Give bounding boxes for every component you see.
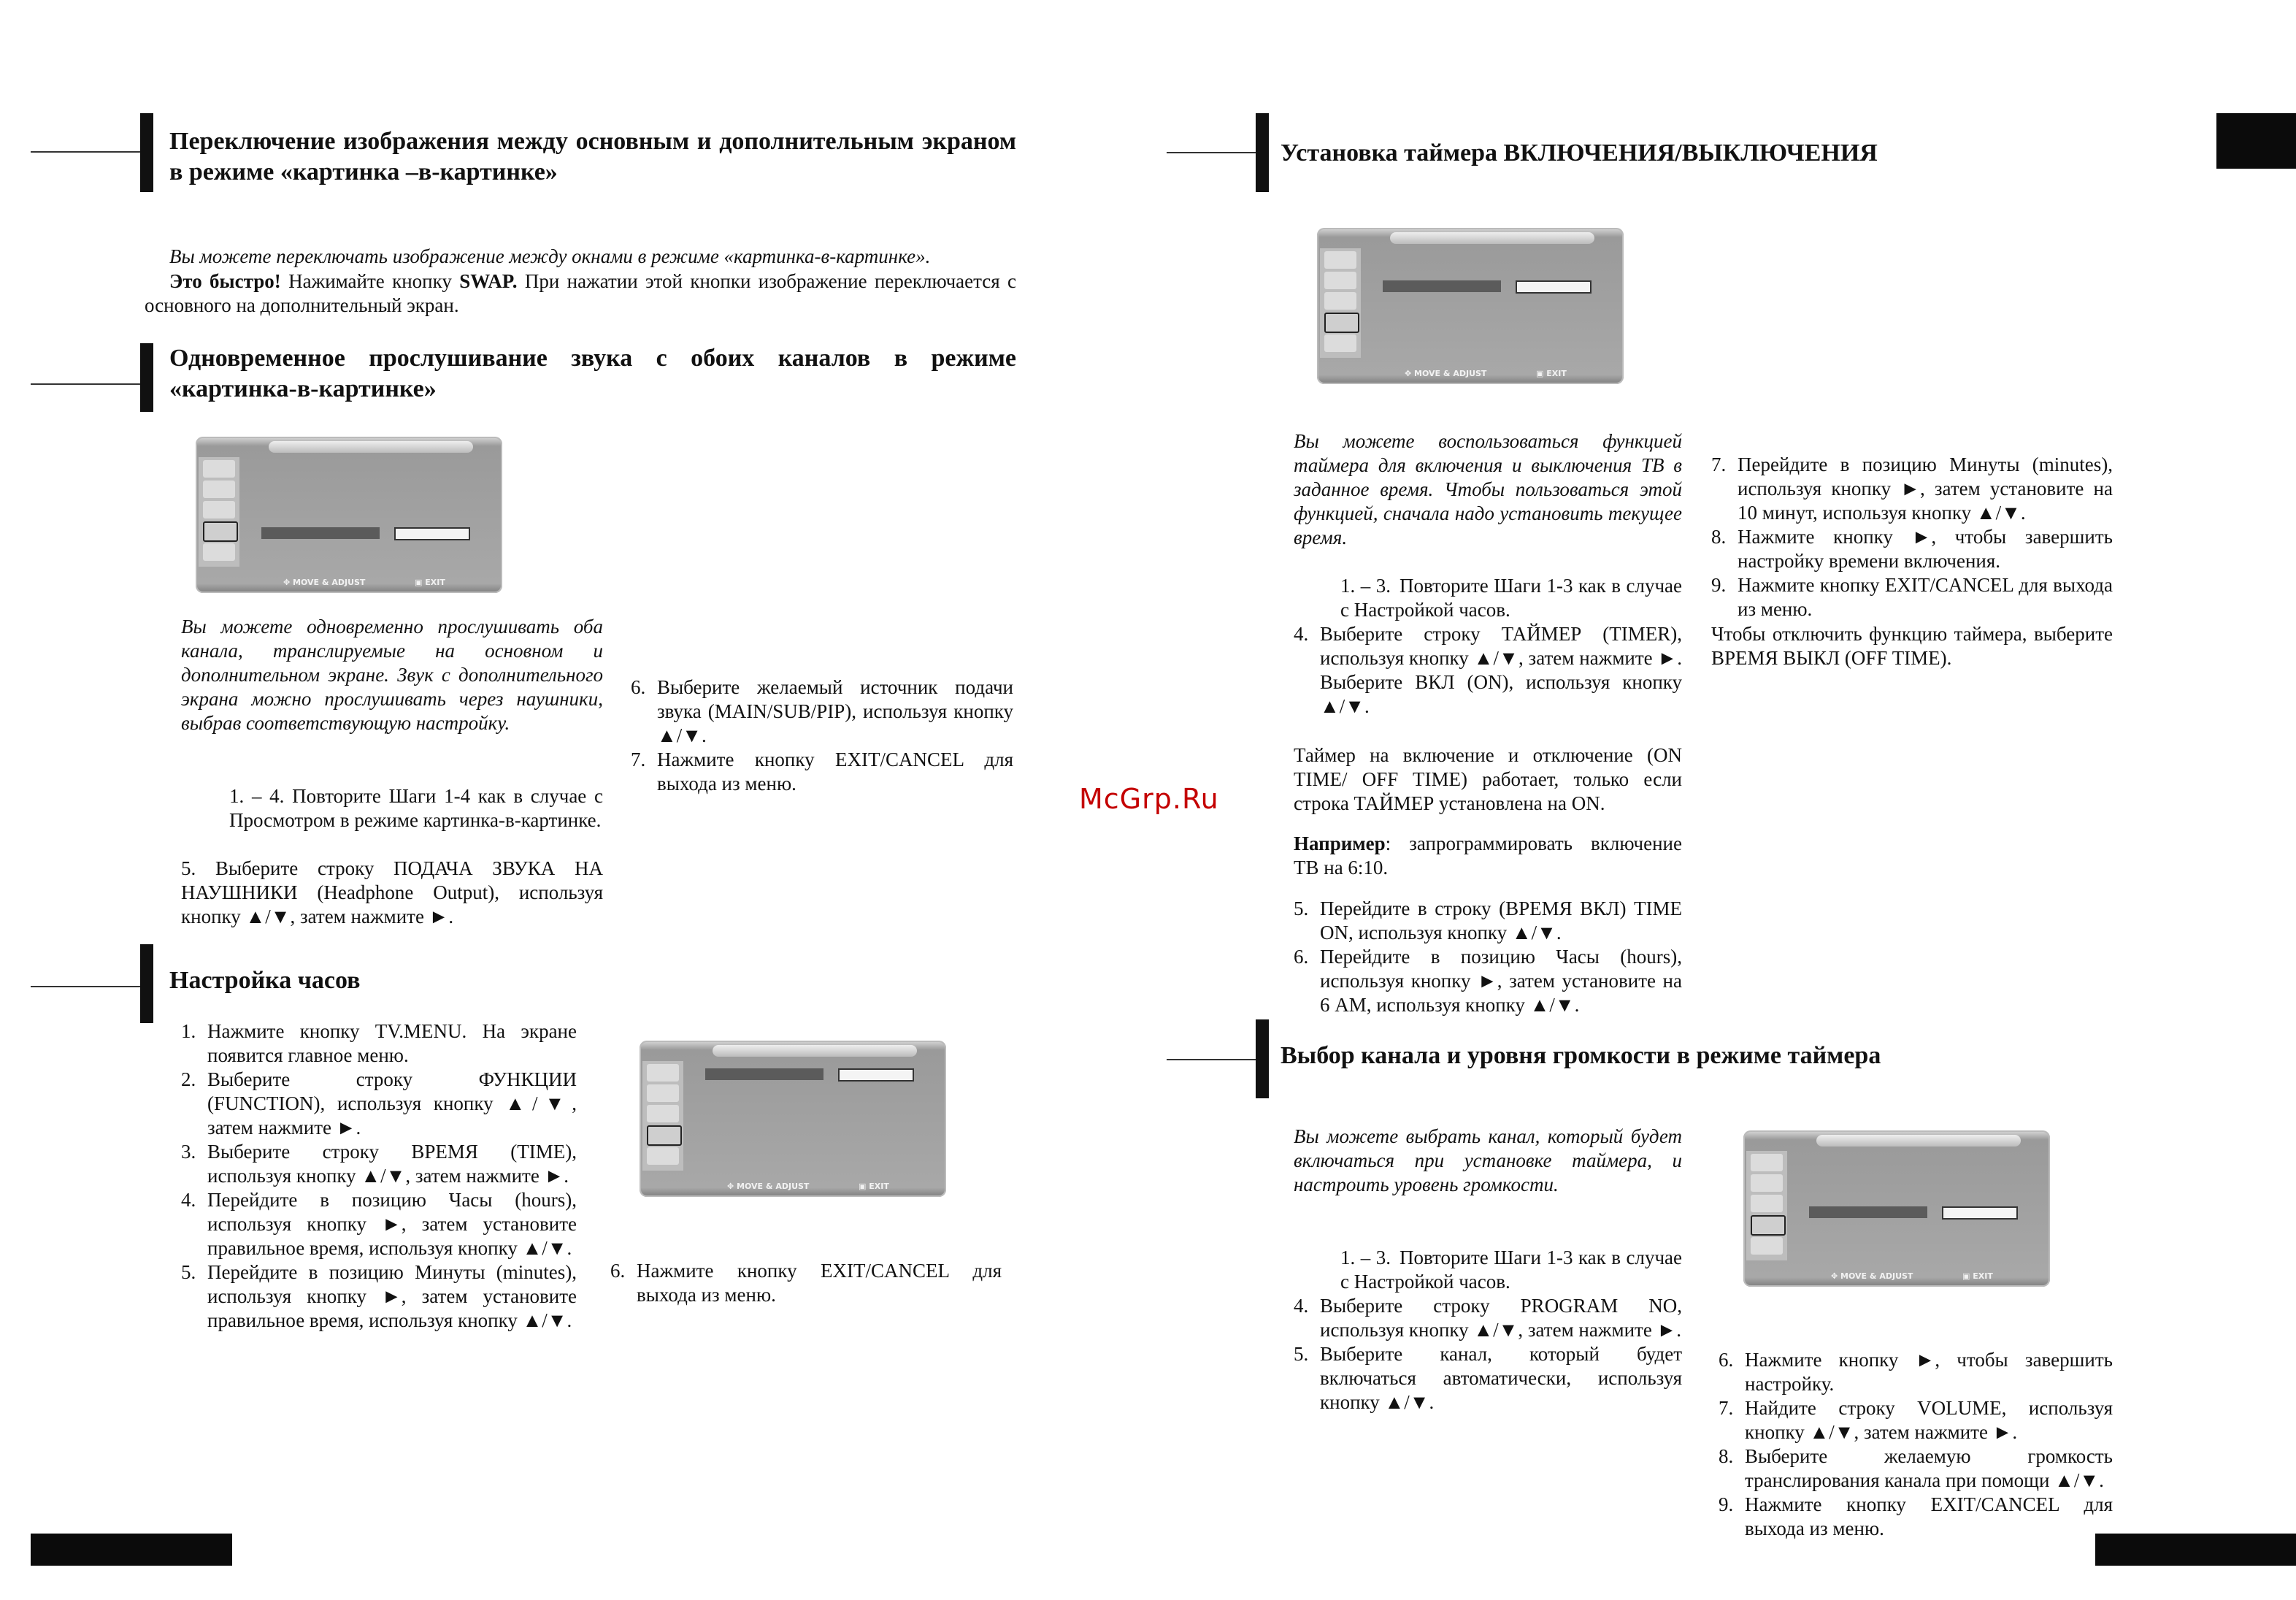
step-text: Выберите строку ФУНКЦИИ (FUNCTION), используя кнопку ▲/▼, затем нажмите ►. — [207, 1068, 577, 1138]
menu-title-bar — [713, 1045, 917, 1057]
step-text: Выберите строку ВРЕМЯ (TIME), используя кнопку ▲/▼, затем нажмите ►. — [207, 1141, 577, 1187]
menu-sidebar — [1746, 1151, 1787, 1260]
step-number: 1. – 3. — [1340, 1247, 1391, 1268]
step-text: Нажмите кнопку TV.MENU. На экране появится главное меню. — [207, 1020, 577, 1066]
timer-icon — [1324, 334, 1356, 352]
exit-hint: ▣ EXIT — [859, 1182, 889, 1191]
header-rule — [31, 383, 140, 385]
page-footer-tab — [31, 1534, 232, 1566]
clock-step-6 — [610, 1259, 1002, 1307]
exit-hint: ▣ EXIT — [415, 578, 445, 587]
step-number: 3. — [181, 1141, 196, 1163]
section-marker — [140, 944, 153, 1023]
channel-icon — [647, 1105, 679, 1122]
section-marker — [1256, 1019, 1269, 1098]
watermark: McGrp.Ru — [1079, 783, 1219, 815]
tv-menu-screenshot — [196, 437, 502, 593]
page-corner-tab — [2216, 113, 2296, 169]
section-title-timer: Установка таймера ВКЛЮЧЕНИЯ/ВЫКЛЮЧЕНИЯ — [1281, 139, 1878, 166]
menu-value-box — [1942, 1206, 2018, 1220]
step-number: 9. — [1711, 574, 1727, 596]
menu-row-selected — [1383, 280, 1501, 292]
step-number: 6. — [1294, 946, 1309, 968]
picture-icon — [1751, 1154, 1783, 1171]
step-number: 8. — [1711, 526, 1727, 548]
step-text: Перейдите в позицию Часы (hours), используя кнопку ►, затем установите на 6 AM, используя кнопку ▲/▼. — [1320, 946, 1682, 1016]
tv-menu-screenshot — [1743, 1130, 2050, 1287]
step-text: Выберите желаемую громкость транслирования канала при помощи ▲/▼. — [1745, 1445, 2113, 1491]
step-item — [1294, 1246, 1682, 1294]
step-number: 6. — [1719, 1349, 1734, 1371]
header-rule — [31, 986, 140, 987]
step-text: Нажмите кнопку EXIT/CANCEL для выхода из меню. — [1738, 574, 2113, 620]
menu-row-selected — [705, 1068, 823, 1080]
menu-sidebar — [1320, 248, 1361, 358]
step-item — [1711, 453, 2113, 525]
step-number: 6. — [610, 1260, 626, 1282]
section-title-clock: Настройка часов — [169, 967, 361, 994]
dual-sound-steps-right — [631, 675, 1013, 796]
timer-channel-intro: Вы можете выбрать канал, который будет включаться при установке таймера, и настроить уровень громкости. — [1294, 1125, 1682, 1195]
function-icon — [1324, 313, 1359, 333]
step-item — [1711, 573, 2113, 621]
swap-key: SWAP. — [459, 270, 518, 292]
swap-tip — [145, 269, 1016, 318]
step-number: 8. — [1719, 1445, 1734, 1467]
timer-off-note: Чтобы отключить функцию таймера, выберите ВРЕМЯ ВЫКЛ (OFF TIME). — [1711, 623, 2113, 669]
sound-icon — [203, 481, 235, 498]
step-number: 1. – 3. — [1340, 575, 1391, 597]
timer-intro: Вы можете воспользоваться функцией таймера для включения и выключения ТВ в заданное время. Чтобы пользоваться этой функцией, сначала надо установить текущее время. — [1294, 430, 1682, 548]
step-item — [1294, 897, 1682, 945]
menu-sidebar — [642, 1061, 683, 1171]
step-number: 7. — [1719, 1397, 1734, 1419]
step-item — [1294, 574, 1682, 622]
section-title-swap: Переключение изображения между основным и дополнительным экраном в режиме «картинка –в-картинке» — [169, 128, 1016, 185]
section-title-timer-channel: Выбор канала и уровня громкости в режиме таймера — [1281, 1042, 1881, 1069]
section-marker — [1256, 113, 1269, 192]
step-item — [1719, 1444, 2113, 1493]
channel-icon — [203, 501, 235, 518]
step-item — [181, 1019, 577, 1068]
step-text: Перейдите в позицию Часы (hours), используя кнопку ►, затем установите правильное время, используя кнопку ▲/▼. — [207, 1189, 577, 1259]
step-text: Повторите Шаги 1-4 как в случае с Просмотром в режиме картинка-в-картинке. — [229, 785, 603, 831]
tv-menu-screenshot — [1317, 228, 1624, 384]
step-item — [181, 1068, 577, 1140]
step-text: Выберите желаемый источник подачи звука (MAIN/SUB/PIP), используя кнопку ▲/▼. — [657, 676, 1013, 746]
menu-row-selected — [1809, 1206, 1927, 1218]
step-text: Повторите Шаги 1-3 как в случае с Настройкой часов. — [1340, 1247, 1682, 1293]
step-text: Перейдите в позицию Минуты (minutes), используя кнопку ►, затем установите на 10 минут, используя кнопку ▲/▼. — [1738, 453, 2113, 524]
timer-icon — [647, 1147, 679, 1165]
step-number: 6. — [631, 676, 646, 698]
step-number: 4. — [1294, 623, 1309, 645]
step-number: 1. — [181, 1020, 196, 1042]
section-marker — [140, 113, 153, 192]
step-item — [1719, 1348, 2113, 1396]
step-text: Нажмите кнопку EXIT/CANCEL для выхода из меню. — [1745, 1493, 2113, 1539]
step-text: Перейдите в позицию Минуты (minutes), используя кнопку ►, затем установите правильное время, используя кнопку ▲/▼. — [207, 1261, 577, 1331]
step-text: Повторите Шаги 1-3 как в случае с Настройкой часов. — [1340, 575, 1682, 621]
step-number: 5. — [1294, 1343, 1309, 1365]
menu-title-bar — [1816, 1135, 2021, 1147]
step-text: Найдите строку VOLUME, используя кнопку ▲/▼, затем нажмите ►. — [1745, 1397, 2113, 1443]
exit-hint: ▣ EXIT — [1536, 369, 1567, 378]
step-number: 7. — [631, 749, 646, 770]
example-label: Например — [1294, 832, 1386, 854]
step-item — [1294, 1294, 1682, 1342]
move-adjust-hint: ✥ MOVE & ADJUST — [1405, 369, 1487, 378]
step-text: Нажмите кнопку ►, чтобы завершить настройку времени включения. — [1738, 526, 2113, 572]
move-adjust-hint: ✥ MOVE & ADJUST — [1831, 1271, 1913, 1281]
step-text: Выберите строку PROGRAM NO, используя кнопку ▲/▼, затем нажмите ►. — [1320, 1295, 1682, 1341]
menu-value-box — [1516, 280, 1592, 294]
tip-text: Нажимайте кнопку — [280, 270, 460, 292]
function-icon — [647, 1125, 682, 1146]
header-rule — [31, 151, 140, 153]
swap-intro: Вы можете переключать изображение между окнами в режиме «картинка-в-картинке». — [169, 245, 931, 267]
step-item — [1719, 1493, 2113, 1541]
step-item — [1711, 525, 2113, 573]
tip-rest: При нажатии этой кнопки изображение переключается с основного на дополнительный экран. — [145, 270, 1016, 316]
picture-icon — [647, 1064, 679, 1082]
step-5: 5. Выберите строку ПОДАЧА ЗВУКА НА НАУШНИКИ (Headphone Output), используя кнопку ▲/▼, затем нажмите ►. — [181, 857, 603, 927]
section-marker — [140, 343, 153, 412]
channel-icon — [1324, 292, 1356, 310]
channel-steps-b — [1719, 1348, 2113, 1541]
example-text: : запрограммировать включение ТВ на 6:10. — [1294, 832, 1682, 879]
menu-title-bar — [269, 441, 473, 453]
sound-icon — [1751, 1174, 1783, 1192]
sound-icon — [647, 1084, 679, 1102]
menu-row-selected — [261, 527, 380, 539]
channel-steps-a — [1294, 1246, 1682, 1415]
dual-sound-intro: Вы можете одновременно прослушивать оба канала, транслируемые на основном и дополнительном экране. Звук с дополнительного экрана можно прослушивать через наушники, выбрав соответствующую настройку. — [181, 616, 603, 734]
step-item — [1719, 1396, 2113, 1444]
step-item — [1294, 945, 1682, 1017]
header-rule — [1167, 1059, 1256, 1060]
step-number: 7. — [1711, 453, 1727, 475]
section-title-dual-sound: Одновременное прослушивание звука с обоих каналов в режиме «картинка-в-картинке» — [169, 345, 1016, 402]
step-number: 2. — [181, 1068, 196, 1090]
move-adjust-hint: ✥ MOVE & ADJUST — [283, 578, 366, 587]
timer-steps-c — [1711, 453, 2113, 621]
clock-steps — [181, 1019, 577, 1333]
step-number: 4. — [1294, 1295, 1309, 1317]
function-icon — [1751, 1215, 1786, 1236]
step-item — [181, 1260, 577, 1333]
step-1-4 — [229, 784, 603, 832]
sound-icon — [1324, 272, 1356, 289]
menu-title-bar — [1390, 232, 1594, 244]
menu-sidebar — [199, 457, 239, 567]
step-item — [181, 1140, 577, 1188]
step-number: 5. — [1294, 897, 1309, 919]
step-text: Нажмите кнопку EXIT/CANCEL для выхода из меню. — [657, 749, 1013, 795]
step-number: 9. — [1719, 1493, 1734, 1515]
tv-menu-screenshot — [640, 1041, 946, 1197]
step-6 — [610, 1259, 1002, 1307]
step-number: 5. — [181, 1261, 196, 1283]
step-text: Нажмите кнопку EXIT/CANCEL для выхода из меню. — [637, 1260, 1002, 1306]
step-item — [181, 1188, 577, 1260]
step-6 — [631, 675, 1013, 748]
step-text: Выберите канал, который будет включаться автоматически, используя кнопку ▲/▼. — [1320, 1343, 1682, 1413]
step-text: Перейдите в строку (ВРЕМЯ ВКЛ) TIME ON, используя кнопку ▲/▼. — [1320, 897, 1682, 943]
header-rule — [1167, 152, 1256, 153]
menu-value-box — [838, 1068, 914, 1082]
picture-icon — [1324, 251, 1356, 269]
page-footer-tab — [2095, 1534, 2296, 1566]
timer-steps-b — [1294, 897, 1682, 1017]
channel-icon — [1751, 1195, 1783, 1212]
timer-steps-a — [1294, 574, 1682, 719]
step-7 — [631, 748, 1013, 796]
step-item — [1294, 622, 1682, 719]
step-number: 4. — [181, 1189, 196, 1211]
step-item — [1294, 1342, 1682, 1415]
timer-note: Таймер на включение и отключение (ON TIME/ OFF TIME) работает, только если строка ТАЙМЕР установлена на ON. — [1294, 744, 1682, 814]
picture-icon — [203, 460, 235, 478]
step-number: 1. – 4. — [229, 785, 285, 807]
move-adjust-hint: ✥ MOVE & ADJUST — [727, 1182, 810, 1191]
tip-label: Это быстро! — [169, 270, 281, 292]
timer-icon — [203, 543, 235, 561]
step-text: Нажмите кнопку ►, чтобы завершить настройку. — [1745, 1349, 2113, 1395]
timer-icon — [1751, 1237, 1783, 1255]
timer-example — [1294, 832, 1682, 880]
function-icon — [203, 521, 238, 542]
exit-hint: ▣ EXIT — [1962, 1271, 1993, 1281]
menu-value-box — [394, 527, 470, 540]
step-text: Выберите строку ТАЙМЕР (TIMER), используя кнопку ▲/▼, затем нажмите ►. Выберите ВКЛ (ON), используя кнопку ▲/▼. — [1320, 623, 1682, 717]
